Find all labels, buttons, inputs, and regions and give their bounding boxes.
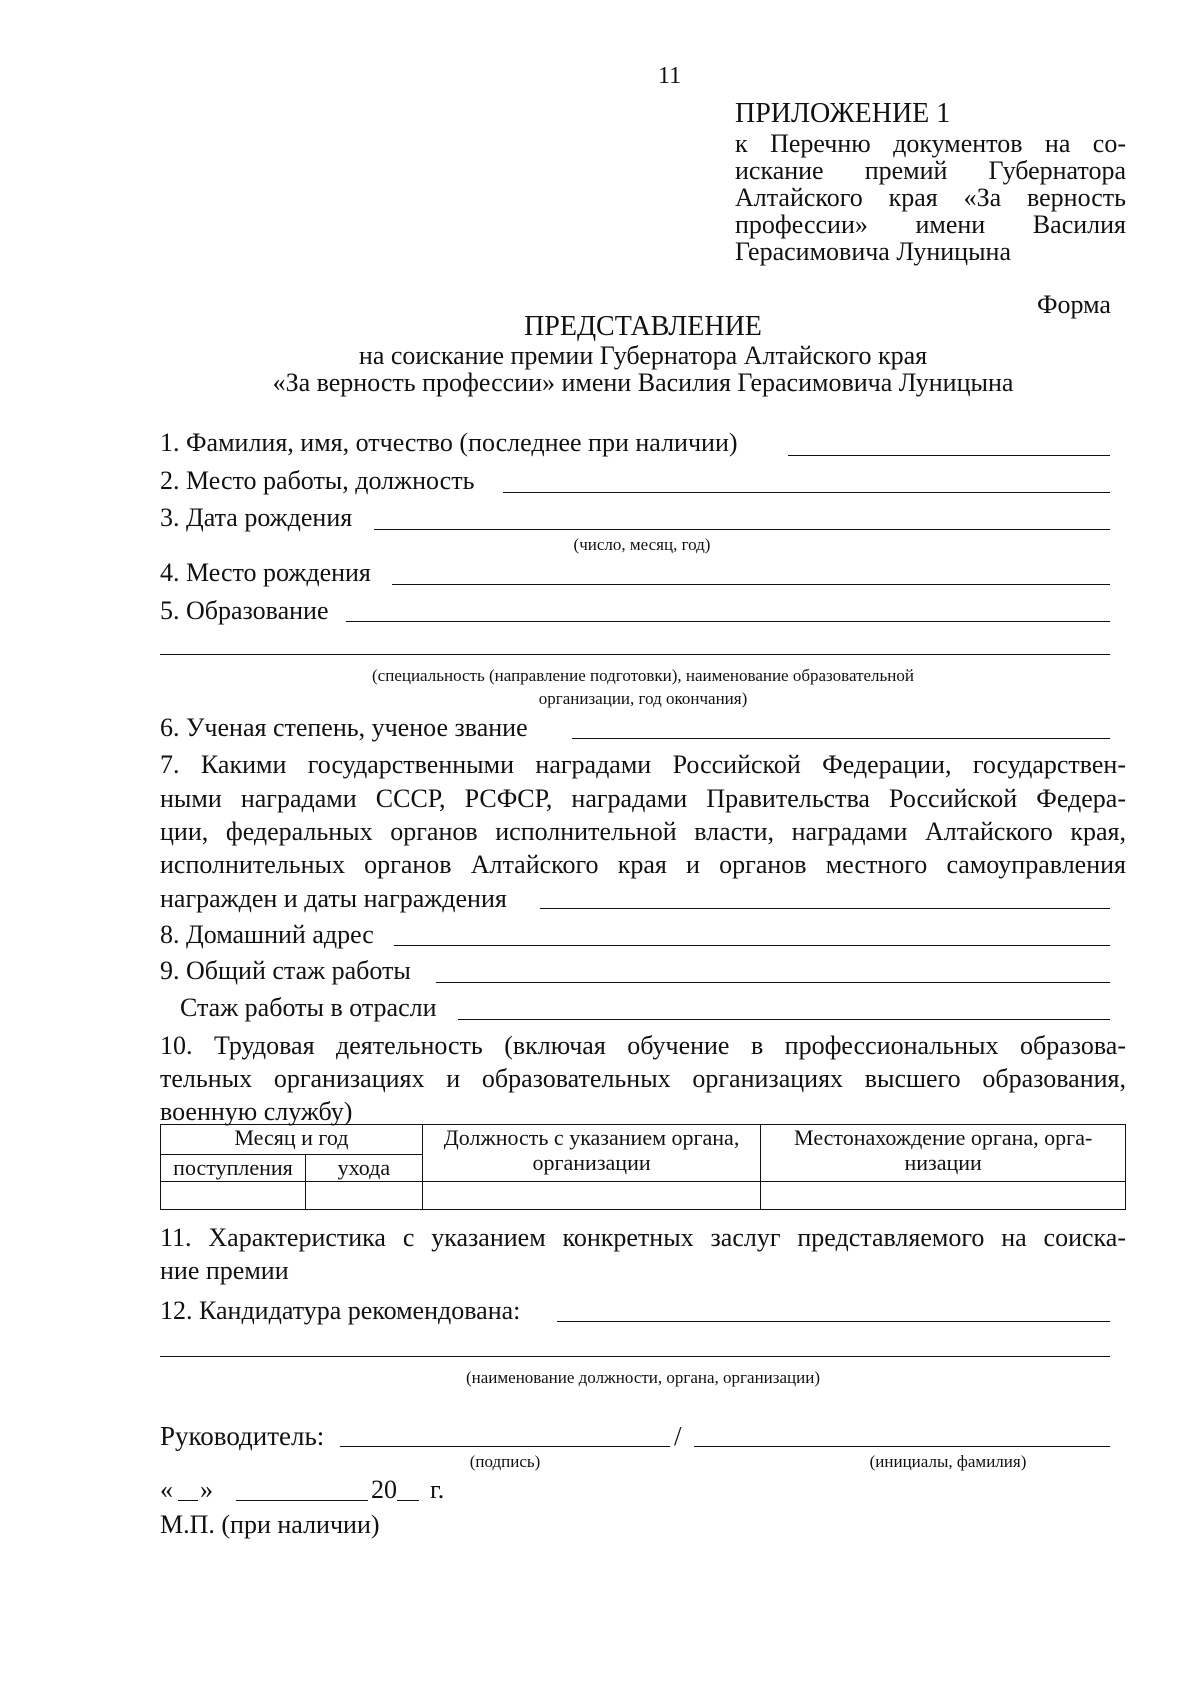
table-header-position-line1: Должность с указанием органа, <box>443 1125 740 1150</box>
field-recommended-line[interactable] <box>557 1321 1110 1322</box>
appendix-title: ПРИЛОЖЕНИЕ 1 <box>735 98 951 129</box>
work-history-table <box>160 1124 1126 1210</box>
field-birth-date-hint: (число, месяц, год) <box>573 535 711 554</box>
field-education-label: 5. Образование <box>160 596 329 625</box>
table-cell-location[interactable] <box>761 1182 1126 1210</box>
document-title: ПРЕДСТАВЛЕНИЕ <box>524 311 762 342</box>
field-full-name-line[interactable] <box>788 455 1110 456</box>
field-birth-date-line[interactable] <box>374 529 1110 530</box>
document-subtitle-line1: на соискание премии Губернатора Алтайского края <box>358 341 928 370</box>
date-month-line[interactable] <box>236 1500 368 1501</box>
field-education-line[interactable] <box>346 621 1110 622</box>
table-cell-position[interactable] <box>422 1182 761 1210</box>
field-education-line-2[interactable] <box>160 654 1110 655</box>
appendix-line: профессии» имени Василия <box>735 210 1126 239</box>
date-year-line[interactable] <box>397 1500 419 1501</box>
field-awards-label-last: награжден и даты награждения <box>160 884 507 913</box>
date-day-line[interactable] <box>178 1500 198 1501</box>
field-degree-line[interactable] <box>572 738 1110 739</box>
field-characteristic-line2: ние премии <box>160 1256 289 1285</box>
table-header-location-line1: Местонахождение органа, орга- <box>794 1125 1093 1150</box>
table-header-row <box>161 1125 1126 1155</box>
field-industry-experience-line[interactable] <box>458 1019 1110 1020</box>
field-awards-text-line: исполнительных органов Алтайского края и органов местного самоуправления <box>160 850 1126 879</box>
field-awards-line[interactable] <box>540 908 1110 909</box>
field-recommended-label: 12. Кандидатура рекомендована: <box>160 1296 521 1325</box>
field-address-line[interactable] <box>394 945 1110 946</box>
table-header-location <box>761 1125 1126 1182</box>
field-work-history-text-line: тельных организациях и образовательных организациях высшего образования, <box>160 1064 1126 1093</box>
field-degree-label: 6. Ученая степень, ученое звание <box>160 713 528 742</box>
table-header-entry: поступления <box>161 1155 306 1182</box>
field-workplace-line[interactable] <box>503 492 1110 493</box>
field-experience-line[interactable] <box>436 982 1110 983</box>
table-cell-entry[interactable] <box>161 1182 306 1210</box>
field-birth-place-label: 4. Место рождения <box>160 558 371 587</box>
field-industry-experience-label: Стаж работы в отрасли <box>180 993 437 1022</box>
date-year-prefix: 20 <box>371 1475 397 1504</box>
table-header-month-year: Месяц и год <box>161 1125 423 1155</box>
field-education-hint-line2: организации, год окончания) <box>538 689 748 708</box>
appendix-line: Алтайского края «За верность <box>735 183 1126 212</box>
initials-surname-line[interactable] <box>694 1446 1110 1447</box>
date-quote-open: « <box>160 1475 173 1504</box>
document-subtitle-line2: «За верность профессии» имени Василия Герасимовича Луницына <box>272 368 1014 397</box>
table-header-location-line2: низации <box>904 1150 982 1176</box>
date-quote-close: » <box>200 1475 213 1504</box>
form-label: Форма <box>1037 290 1111 319</box>
stamp-label: М.П. (при наличии) <box>160 1510 380 1539</box>
field-work-history-text-last: военную службу) <box>160 1097 353 1126</box>
page-number: 11 <box>658 63 682 89</box>
signature-line[interactable] <box>340 1446 670 1447</box>
field-recommended-hint: (наименование должности, органа, организации) <box>466 1368 820 1387</box>
field-awards-text-line: ными наградами СССР, РСФСР, наградами Правительства Российской Федера- <box>160 784 1126 813</box>
table-cell-exit[interactable] <box>305 1182 422 1210</box>
field-awards-text-line: ции, федеральных органов исполнительной власти, наградами Алтайского края, <box>160 817 1126 846</box>
field-workplace-label: 2. Место работы, должность <box>160 466 475 495</box>
field-characteristic-line1: 11. Характеристика с указанием конкретных заслуг представляемого на соиска- <box>160 1223 1126 1252</box>
date-year-suffix: г. <box>430 1475 445 1504</box>
initials-surname-hint: (инициалы, фамилия) <box>869 1452 1027 1471</box>
table-header-position <box>422 1125 761 1182</box>
field-experience-label: 9. Общий стаж работы <box>160 956 411 985</box>
field-recommended-line-2[interactable] <box>160 1356 1110 1357</box>
field-education-hint-line1: (специальность (направление подготовки), наименование образовательной <box>372 666 914 685</box>
field-birth-place-line[interactable] <box>392 584 1110 585</box>
signature-hint: (подпись) <box>469 1452 541 1471</box>
field-address-label: 8. Домашний адрес <box>160 920 374 949</box>
appendix-line: искание премий Губернатора <box>735 156 1126 185</box>
appendix-line: Герасимовича Луницына <box>735 237 1011 266</box>
field-birth-date-label: 3. Дата рождения <box>160 503 353 532</box>
field-full-name-label: 1. Фамилия, имя, отчество (последнее при наличии) <box>160 428 738 457</box>
field-work-history-text-line: 10. Трудовая деятельность (включая обучение в профессиональных образова- <box>160 1031 1126 1060</box>
signature-slash: / <box>674 1421 682 1451</box>
table-row <box>161 1182 1126 1210</box>
field-awards-text-line: 7. Какими государственными наградами Российской Федерации, государствен- <box>160 750 1126 779</box>
table-header-exit: ухода <box>305 1155 422 1182</box>
table-header-position-line2: организации <box>532 1150 651 1176</box>
head-signature-label: Руководитель: <box>160 1421 325 1451</box>
appendix-line: к Перечню документов на со- <box>735 129 1126 158</box>
